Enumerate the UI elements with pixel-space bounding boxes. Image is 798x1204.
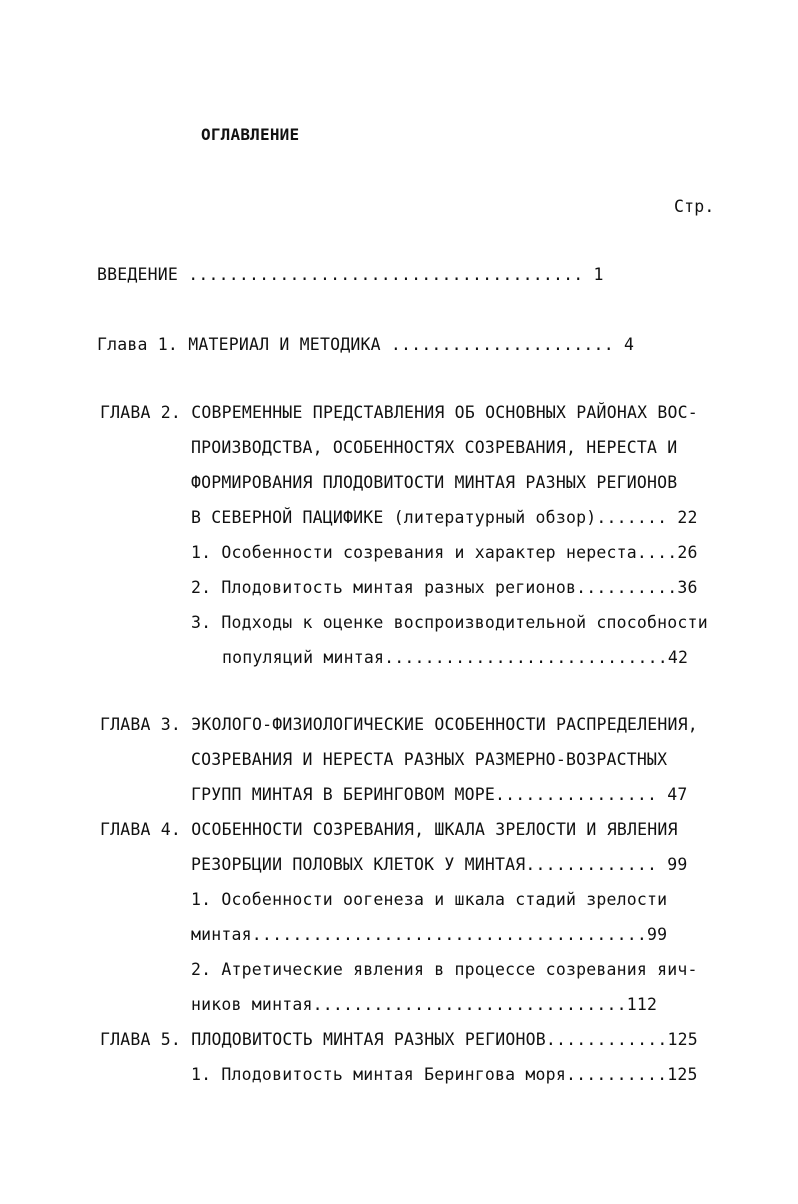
toc-line: 1. Плодовитость минтая Берингова моря..........125: [191, 1065, 698, 1084]
toc-line: СОЗРЕВАНИЯ И НЕРЕСТА РАЗНЫХ РАЗМЕРНО-ВОЗРАСТНЫХ: [191, 750, 668, 769]
toc-line: ГЛАВА 5. ПЛОДОВИТОСТЬ МИНТАЯ РАЗНЫХ РЕГИОНОВ............125: [100, 1030, 698, 1049]
toc-line: 3. Подходы к оценке воспроизводительной способности: [191, 613, 708, 632]
toc-line: РЕЗОРБЦИИ ПОЛОВЫХ КЛЕТОК У МИНТАЯ............. 99: [191, 855, 688, 874]
toc-line: ГЛАВА 4. ОСОБЕННОСТИ СОЗРЕВАНИЯ, ШКАЛА ЗРЕЛОСТИ И ЯВЛЕНИЯ: [100, 820, 678, 839]
toc-line: 2. Плодовитость минтая разных регионов..........36: [191, 578, 698, 597]
toc-line: ВВЕДЕНИЕ ....................................... 1: [97, 265, 604, 284]
toc-line: 2. Атретические явления в процессе созревания яич-: [191, 960, 698, 979]
toc-line: ПРОИЗВОДСТВА, ОСОБЕННОСТЯХ СОЗРЕВАНИЯ, НЕРЕСТА И: [191, 438, 678, 457]
toc-line: минтая.......................................99: [191, 925, 668, 944]
toc-line: Глава 1. МАТЕРИАЛ И МЕТОДИКА ...................... 4: [97, 335, 635, 354]
toc-line: 1. Особенности оогенеза и шкала стадий зрелости: [191, 890, 668, 909]
toc-line: ГЛАВА 2. СОВРЕМЕННЫЕ ПРЕДСТАВЛЕНИЯ ОБ ОСНОВНЫХ РАЙОНАХ ВОС-: [100, 403, 698, 422]
toc-line: ГЛАВА 3. ЭКОЛОГО-ФИЗИОЛОГИЧЕСКИЕ ОСОБЕННОСТИ РАСПРЕДЕЛЕНИЯ,: [100, 715, 698, 734]
toc-line: ГРУПП МИНТАЯ В БЕРИНГОВОМ МОРЕ................ 47: [191, 785, 688, 804]
toc-line: 1. Особенности созревания и характер нереста....26: [191, 543, 698, 562]
page-column-header: Стр.: [674, 197, 715, 216]
toc-line: ФОРМИРОВАНИЯ ПЛОДОВИТОСТИ МИНТАЯ РАЗНЫХ РЕГИОНОВ: [191, 473, 678, 492]
toc-line: ников минтая...............................112: [191, 995, 658, 1014]
toc-line: В СЕВЕРНОЙ ПАЦИФИКЕ (литературный обзор)....... 22: [191, 508, 698, 527]
toc-line: популяций минтая............................42: [222, 648, 689, 667]
toc-title: ОГЛАВЛЕНИЕ: [201, 125, 300, 144]
